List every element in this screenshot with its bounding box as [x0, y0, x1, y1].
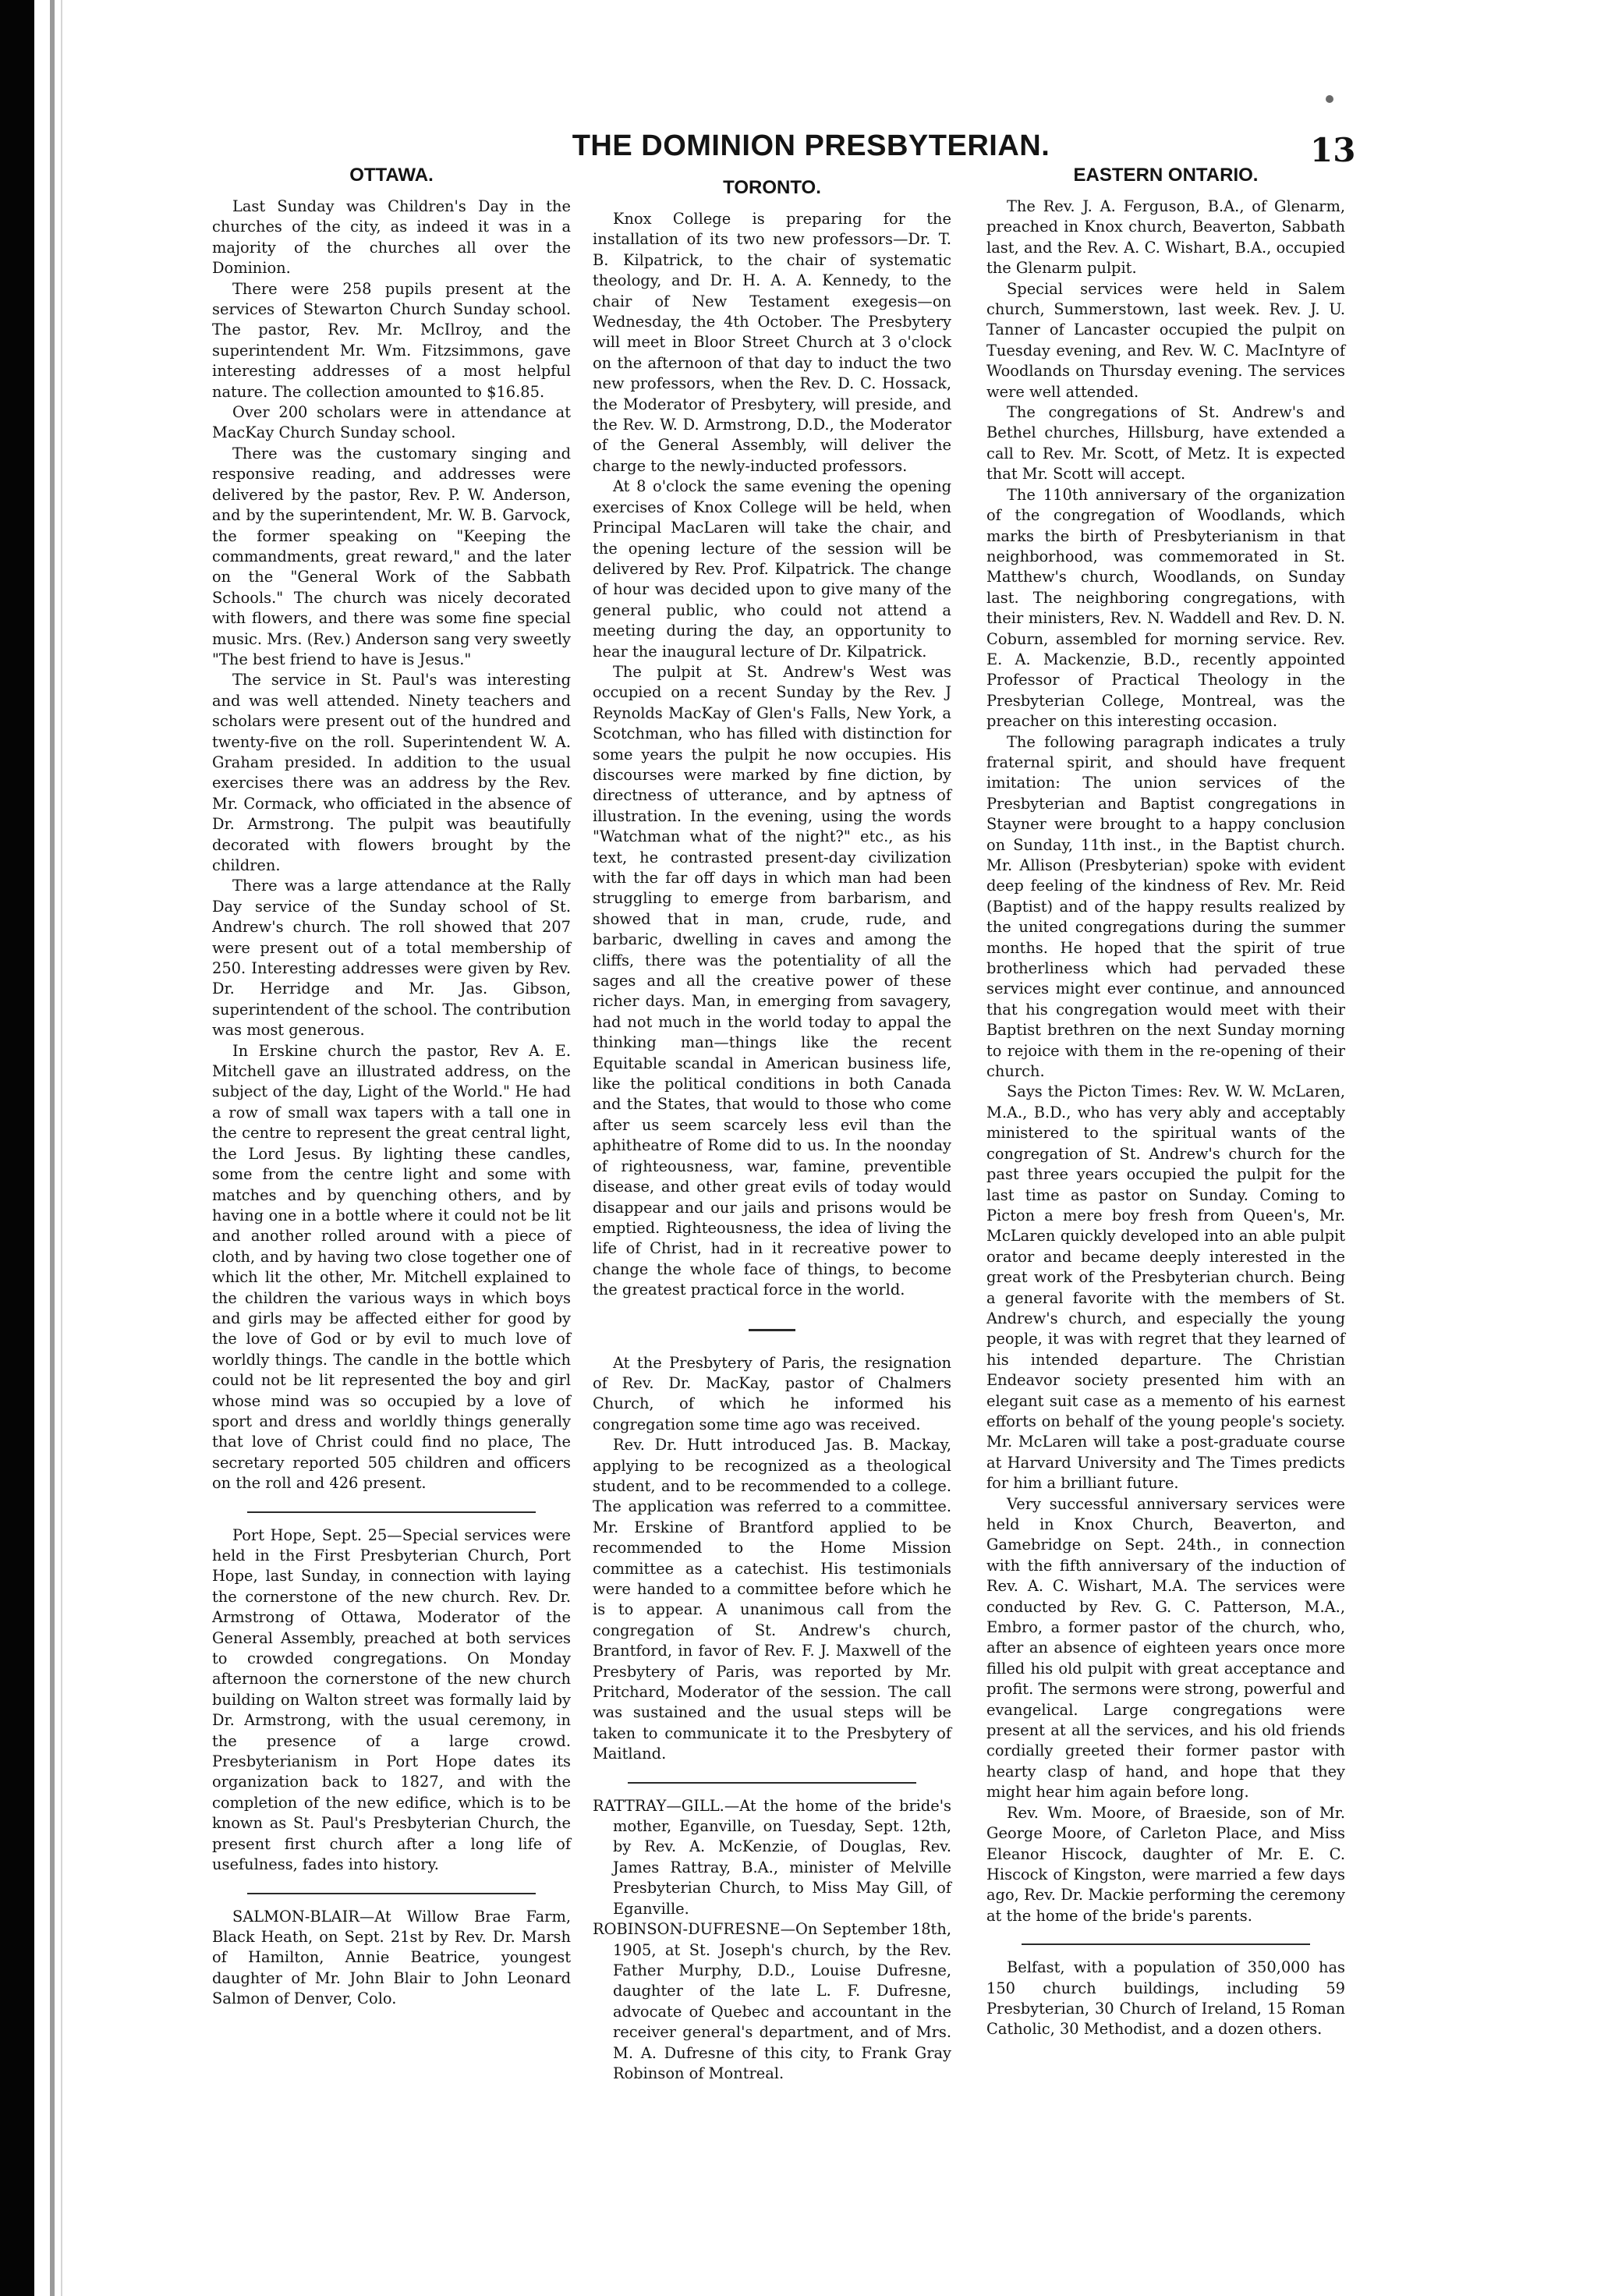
ink-speck [1326, 95, 1333, 103]
masthead-title: THE DOMINION PRESBYTERIAN. [572, 129, 1050, 162]
page-number: 13 [1310, 131, 1356, 169]
column-toronto [593, 168, 951, 2084]
section-heading-eastern-ontario: EASTERN ONTARIO. [1073, 165, 1259, 186]
article-paragraph: The 110th anniversary of the organization of the congregation of Woodlands, which marks the birth of Presbyterianism in that neighborhood, was commemorated in St. Matthew's church, Woodlands, on Sunday last. The neighboring congregations, with their ministers, Rev. N. Waddell and Rev. D. N. Coburn, assembled for morning service. Rev. E. A. Mackenzie, B.D., recently appointed Professor of Practical Theology in the Presbyterian College, Montreal, was the preacher on this interesting occasion. [986, 485, 1345, 731]
article-paragraph: The following paragraph indicates a truly fraternal spirit, and should have frequent imitation: The union services of the Presbyterian and Baptist congregations in Stayner were brought to a happy conclusion on Sunday, 11th inst., in the Baptist church. Mr. Allison (Presbyterian) spoke with evident deep feeling of the kindness of Rev. Mr. Reid (Baptist) and of the happy results realized by the united congregations during the summer months. He hoped that the spirit of true brotherliness which had pervaded these services might ever continue, and announced that his congregation would meet with their Baptist brethren on the next Sunday morning to rejoice with them in the re-opening of their church. [986, 732, 1345, 1081]
marriage-notice-rattray-gill: RATTRAY—GILL.—At the home of the bride's mother, Eganville, on Tuesday, Sept. 12th, by Rev. A. McKenzie, of Douglas, Rev. James Rattray, B.A., minister of Melville Presbyterian Church, to Miss May Gill, of Eganville. [593, 1796, 951, 1918]
marriage-notices [593, 1796, 951, 2085]
article-paragraph-port-hope: Port Hope, Sept. 25—Special services were held in the First Presbyterian Church, Port Hope, last Sunday, in connection with laying the cornerstone of the new church. Rev. Dr. Armstrong of Ottawa, Moderator of the General Assembly, preached at both services to crowded congregations. On Monday afternoon the cornerstone of the new church building on Walton street was formally laid by Dr. Armstrong, with the usual ceremony, in the presence of a large crowd. Presbyterianism in Port Hope dates its organization back to 1827, and with the completion of the new edifice, which is to be known as St. Paul's Presbyterian Church, the present first church after a long life of usefulness, fades into history. [212, 1525, 571, 1874]
article-paragraph: In Erskine church the pastor, Rev A. E. Mitchell gave an illustrated address, on the subject of the day, Light of the World." He had a row of small wax tapers with a tall one in the centre to represent the great central light, the Lord Jesus. By lighting these candles, some from the centre light and some with matches and by quenching others, and by having one in a bottle where it could not be lit and another rolled around with a piece of cloth, and by having two close together one of which lit the other, Mr. Mitchell explained to the children the various ways in which boys and girls may be affected either for good by the love of God or by evil to much love of worldly things. The candle in the bottle which could not be lit represented the boy and girl whose mind was so occupied by a love of sport and dress and worldly things generally that love of Christ could find no place, The secretary reported 505 children and officers on the roll and 426 present. [212, 1041, 571, 1493]
scan-edge-line-faint [61, 0, 62, 2296]
article-paragraph: The Rev. J. A. Ferguson, B.A., of Glenarm, preached in Knox church, Beaverton, Sabbath last, and the Rev. A. C. Wishart, B.A., occupied the Glenarm pulpit. [986, 197, 1345, 278]
article-paragraph: At 8 o'clock the same evening the opening exercises of Knox College will be held, when Principal MacLaren will take the chair, and the opening lecture of the session will be delivered by Rev. Prof. Kilpatrick. The change of hour was decided upon to give many of the general public, who could not attend a meeting during the day, an opportunity to hear the inaugural lecture of Dr. Kilpatrick. [593, 477, 951, 661]
marriage-notice-robinson-dufresne: ROBINSON-DUFRESNE—On September 18th, 1905, at St. Joseph's church, by the Rev. Father Murphy, D.D., Louise Dufresne, daughter of the late L. F. Dufresne, advocate of Quebec and accountant in the receiver general's department, and of Mrs. M. A. Dufresne of this city, to Frank Gray Robinson of Montreal. [593, 1920, 951, 2082]
column-ottawa [212, 156, 571, 2010]
article-paragraph: Special services were held in Salem church, Summerstown, last week. Rev. J. U. Tanner of Lancaster occupied the pulpit on Tuesday evening, and Rev. W. C. MacIntyre of Woodlands on Thursday evening. The services were well attended. [986, 279, 1345, 401]
short-divider [749, 1329, 795, 1331]
column-eastern-ontario [986, 156, 1345, 2040]
article-paragraph-paris: At the Presbytery of Paris, the resignation of Rev. Dr. MacKay, pastor of Chalmers Church, of which he informed his congregation some time ago was received. [593, 1353, 951, 1433]
article-paragraph: The service in St. Paul's was interesting and was well attended. Ninety teachers and scholars were present out of the hundred and twenty-five on the roll. Superintendent W. A. Graham presided. In addition to the usual exercises there was an address by the Rev. Mr. Cormack, who officiated in the absence of Dr. Armstrong. The pulpit was beautifully decorated with flowers brought by the children. [212, 671, 571, 874]
section-divider [247, 1511, 536, 1513]
article-paragraph: The pulpit at St. Andrew's West was occupied on a recent Sunday by the Rev. J Reynolds MacKay of Glen's Falls, New York, a Scotchman, who has filled with distinction for some years the pulpit he now occupies. His discourses were marked by fine diction, by directness of utterance, and by aptness of illustration. In the evening, using the words "Watchman what of the night?" etc., as his text, he contrasted present-day civilization with the far off days in which man had been struggling to emerge from barbarism, and showed that in man, crude, rude, and barbaric, dwelling in caves and among the cliffs, there was the potentiality of all the sages and all the creative power of these richer days. Man, in emerging from savagery, had not much in the world today to appal the thinking man—things like the recent Equitable scandal in American business life, like the political conditions in both Canada and the States, that would to those who come after us seem scarcely less evil than the aphitheatre of Rome did to us. In the noonday of righteousness, war, famine, preventible disease, and other great evils of today would disappear and our jails and prisons would be emptied. Righteousness, the idea of living the life of Christ, had in it recreative power to change the whole face of things, to become the greatest practical force in the world. [593, 662, 951, 1299]
article-paragraph: Knox College is preparing for the installation of its two new professors—Dr. T. B. Kilpatrick, to the chair of systematic theology, and Dr. H. A. A. Kennedy, to the chair of New Testament exegesis—on Wednesday, the 4th October. The Presbytery will meet in Bloor Street Church at 3 o'clock on the afternoon of that day to induct the two new professors, when the Rev. D. C. Hossack, the Moderator of Presbytery, will preside, and the Rev. W. D. Armstrong, D.D., the Moderator of the General Assembly, will deliver the charge to the newly-inducted professors. [593, 210, 951, 475]
section-divider [628, 1782, 916, 1784]
section-heading-toronto: TORONTO. [723, 177, 821, 198]
article-paragraph: The congregations of St. Andrew's and Bethel churches, Hillsburg, have extended a call to Rev. Mr. Scott, of Metz. It is expected that Mr. Scott will accept. [986, 403, 1345, 484]
article-paragraph: Rev. Wm. Moore, of Braeside, son of Mr. George Moore, of Carleton Place, and Miss Eleanor Hiscock, daughter of Mr. E. C. Hiscock of Kingston, were married a few days ago, Rev. Dr. Mackie performing the ceremony at the home of the bride's parents. [986, 1803, 1345, 1925]
marriage-notice-salmon-blair: SALMON-BLAIR—At Willow Brae Farm, Black Heath, on Sept. 21st by Rev. Dr. Marsh of Hamilton, Annie Beatrice, youngest daughter of Mr. John Blair to John Leonard Salmon of Denver, Colo. [212, 1907, 571, 2008]
article-paragraph: Over 200 scholars were in attendance at MacKay Church Sunday school. [212, 403, 571, 442]
article-paragraph-belfast: Belfast, with a population of 350,000 has 150 church buildings, including 59 Presbyterian, 30 Church of Ireland, 15 Roman Catholic, 30 Methodist, and a dozen others. [986, 1958, 1345, 2039]
scan-edge [0, 0, 34, 2296]
article-paragraph: Last Sunday was Children's Day in the churches of the city, as indeed it was in a majority of the churches all over the Dominion. [212, 197, 571, 278]
scan-edge-line [50, 0, 55, 2296]
section-heading-ottawa: OTTAWA. [349, 165, 434, 186]
article-paragraph: There were 258 pupils present at the services of Stewarton Church Sunday school. The pastor, Rev. Mr. McIlroy, and the superintendent Mr. Wm. Fitzsimmons, gave interesting addresses of a most helpful nature. The collection amounted to $16.85. [212, 279, 571, 401]
section-divider [1022, 1943, 1310, 1945]
article-paragraph: There was the customary singing and responsive reading, and addresses were delivered by the pastor, Rev. P. W. Anderson, and by the superintendent, Mr. W. B. Garvock, the former speaking on "Keeping the commandments, great reward," and the later on the "General Work of the Sabbath Schools." The church was nicely decorated with flowers, and there was some fine special music. Mrs. (Rev.) Anderson sang very sweetly "The best friend to have is Jesus." [212, 444, 571, 668]
article-paragraph: Says the Picton Times: Rev. W. W. McLaren, M.A., B.D., who has very ably and acceptably ministered to the spiritual wants of the congregation of St. Andrew's church for the past three years occupied the pulpit for the last time as pastor on Sunday. Coming to Picton a mere boy fresh from Queen's, Mr. McLaren quickly developed into an able pulpit orator and became deeply interested in the great work of the Presbyterian church. Being a general favorite with the members of St. Andrew's church, and especially the young people, it was with regret that they learned of his intended departure. The Christian Endeavor society presented him with an elegant suit case as a memento of his earnest efforts on behalf of the young people's society. Mr. McLaren will take a post-graduate course at Harvard University and The Times predicts for him a brilliant future. [986, 1082, 1345, 1493]
article-paragraph: Very successful anniversary services were held in Knox Church, Beaverton, and Gamebridge on Sept. 24th., in connection with the fifth anniversary of the induction of Rev. A. C. Wishart, M.A. The services were conducted by Rev. G. C. Patterson, M.A., Embro, a former pastor of the church, who, after an absence of eighteen years once more filled his old pulpit with great acceptance and profit. The sermons were strong, powerful and evangelical. Large congregations were present at all the services, and his old friends cordially greeted their former pastor with hearty clasp of hand, and hope that they might hear him again before long. [986, 1494, 1345, 1802]
section-divider [247, 1893, 536, 1894]
article-paragraph: There was a large attendance at the Rally Day service of the Sunday school of St. Andrew's church. The roll showed that 207 were present out of a total membership of 250. Interesting addresses were given by Rev. Dr. Herridge and Mr. Jas. Gibson, superintendent of the school. The contribution was most generous. [212, 877, 571, 1040]
article-paragraph-paris: Rev. Dr. Hutt introduced Jas. B. Mackay, applying to be recognized as a theological student, and to be recommended to a college. The application was referred to a committee. Mr. Erskine of Brantford applied to be recommended to the Home Mission committee as a catechist. His testimonials were handed to a committee before which he is to appear. A unanimous call from the congregation of St. Andrew's church, Brantford, in favor of Rev. F. J. Maxwell of the Presbytery of Paris, was reported by Mr. Pritchard, Moderator of the session. The call was sustained and the usual steps will be taken to communicate it to the Presbytery of Maitland. [593, 1436, 951, 1763]
